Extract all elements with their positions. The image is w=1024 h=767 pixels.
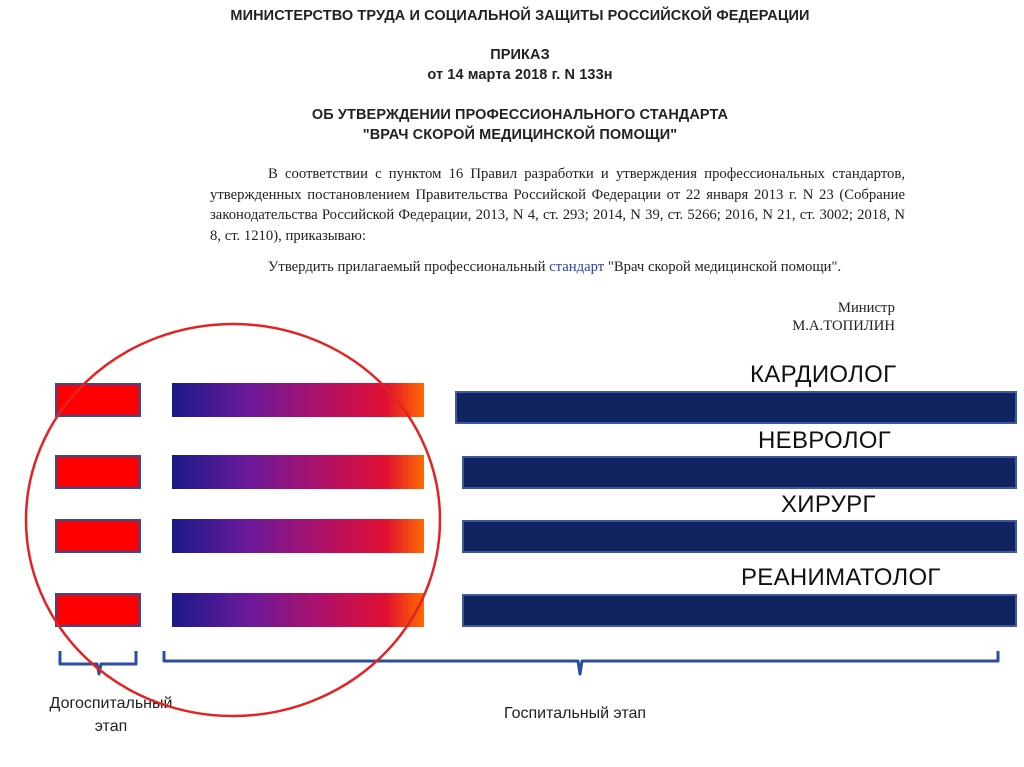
prehospital-stage-label: [20, 692, 202, 738]
order-body-paragraph: В соответствии с пунктом 16 Правил разработки и утверждения профессиональных стандартов, утвержденных постановлением Правительства Российской Федерации от 22 января 2013 г. N 23 (Собрание законодательства Российской Федерации, 2013, N 4, ст. 293; 2014, N 39, ст. 5266; 2016, N 21, ст. 3002; 2018, N 8, ст. 1210), приказываю:: [210, 166, 905, 244]
specialty-label-resuscitator: РЕАНИМАТОЛОГ: [741, 564, 941, 591]
hospital-stage-label: Госпитальный этап: [503, 705, 647, 722]
standard-link[interactable]: стандарт: [549, 259, 605, 275]
specialty-label-surgeon: ХИРУРГ: [781, 491, 876, 518]
hospital-brace: [164, 651, 998, 674]
specialty-label-neurologist: НЕВРОЛОГ: [758, 427, 892, 454]
approve-text-before: Утвердить прилагаемый профессиональный: [268, 259, 550, 275]
minister-name: М.А.ТОПИЛИН: [792, 318, 895, 334]
approve-text-after: "Врач скорой медицинской помощи".: [604, 259, 842, 275]
prehospital-stage-label-line-1: Догоспитальный: [49, 695, 173, 712]
minister-title: Министр: [837, 300, 895, 316]
prehospital-stage-label-line-2: этап: [94, 718, 128, 735]
order-subject-line-2: "ВРАЧ СКОРОЙ МЕДИЦИНСКОЙ ПОМОЩИ": [362, 127, 678, 143]
prehospital-brace: [60, 651, 136, 674]
order-title: ПРИКАЗ: [490, 47, 550, 63]
specialty-label-cardiologist: КАРДИОЛОГ: [750, 361, 897, 388]
ministry-heading: МИНИСТЕРСТВО ТРУДА И СОЦИАЛЬНОЙ ЗАЩИТЫ РОССИЙСКОЙ ФЕДЕРАЦИИ: [230, 8, 810, 24]
order-date: от 14 марта 2018 г. N 133н: [427, 67, 613, 83]
order-subject-line-1: ОБ УТВЕРЖДЕНИИ ПРОФЕССИОНАЛЬНОГО СТАНДАРТА: [311, 107, 729, 123]
